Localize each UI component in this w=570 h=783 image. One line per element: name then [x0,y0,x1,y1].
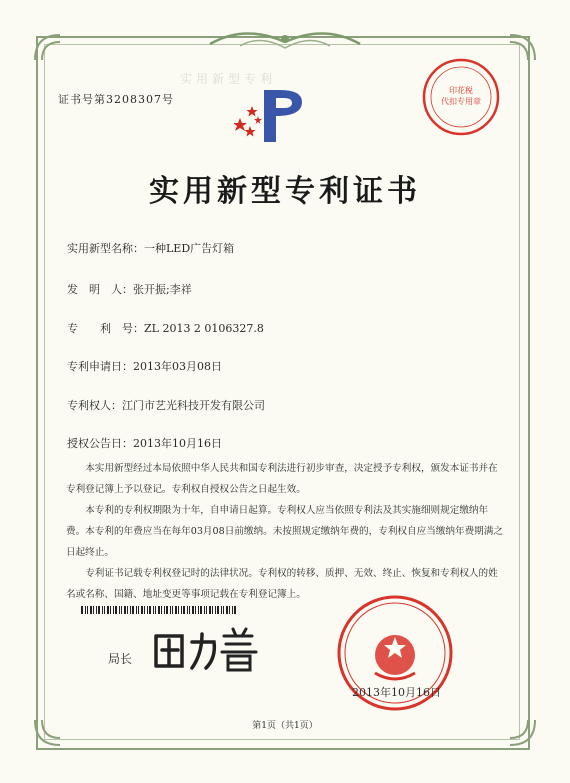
certificate-body [66,458,506,605]
top-ornament-icon [200,24,370,54]
field-application-date [67,358,222,374]
corner-ornament-icon [30,30,90,90]
field-inventors [67,281,192,297]
field-value: 2013年10月16日 [133,437,222,450]
field-utility-model-name [67,240,234,256]
body-paragraph: 本实用新型经过本局依照中华人民共和国专利法进行初步审查，决定授予专利权，颁发本证书并在专利登记簿上予以登记。专利权自授权公告之日起生效。 [66,463,498,495]
svg-text:印花税: 印花税 [449,86,473,95]
tax-stamp-icon [421,57,501,137]
barcode-icon [81,606,239,614]
director-signature-icon [140,624,270,674]
field-label: 发 明 人： [67,283,133,296]
seal-date: 2013年10月16日 [352,686,441,699]
body-paragraph: 专利证书记载专利权登记时的法律状况。专利权的转移、质押、无效、终止、恢复和专利权人的姓名或名称、国籍、地址变更等事项记载在专利登记簿上。 [66,568,498,600]
field-label: 授权公告日： [67,437,133,450]
field-patentee [67,397,265,413]
page-footer: 第1页（共1页） [252,721,318,731]
field-value: ZL 2013 2 0106327.8 [144,322,264,335]
field-value: 张开振;李祥 [133,283,192,296]
field-grant-date [67,435,222,451]
svg-text:代扣专用章: 代扣专用章 [441,97,481,106]
field-label: 专利申请日： [67,360,133,373]
field-patent-number [67,320,264,336]
watermark: 实用新型专利 [180,72,277,86]
field-value: 一种LED广告灯箱 [144,242,235,255]
field-value: 江门市艺光科技开发有限公司 [122,399,265,412]
field-label: 专利权人： [67,399,122,412]
patent-office-logo-icon [234,86,314,146]
field-value: 2013年03月08日 [133,360,222,373]
field-label: 实用新型名称： [67,242,144,255]
certificate-number: 证书号第3208307号 [58,93,174,106]
director-label: 局长 [108,652,133,666]
field-label: 专 利 号： [67,322,144,335]
body-paragraph: 本专利的专利权期限为十年，自申请日起算。专利权人应当依照专利法及其实施细则规定缴纳年费。本专利的年费应当在每年03月08日前缴纳。未按照规定缴纳年费的，专利权自应当缴纳年费期满之日起终止。 [66,505,503,558]
certificate-title: 实用新型专利证书 [149,174,421,209]
